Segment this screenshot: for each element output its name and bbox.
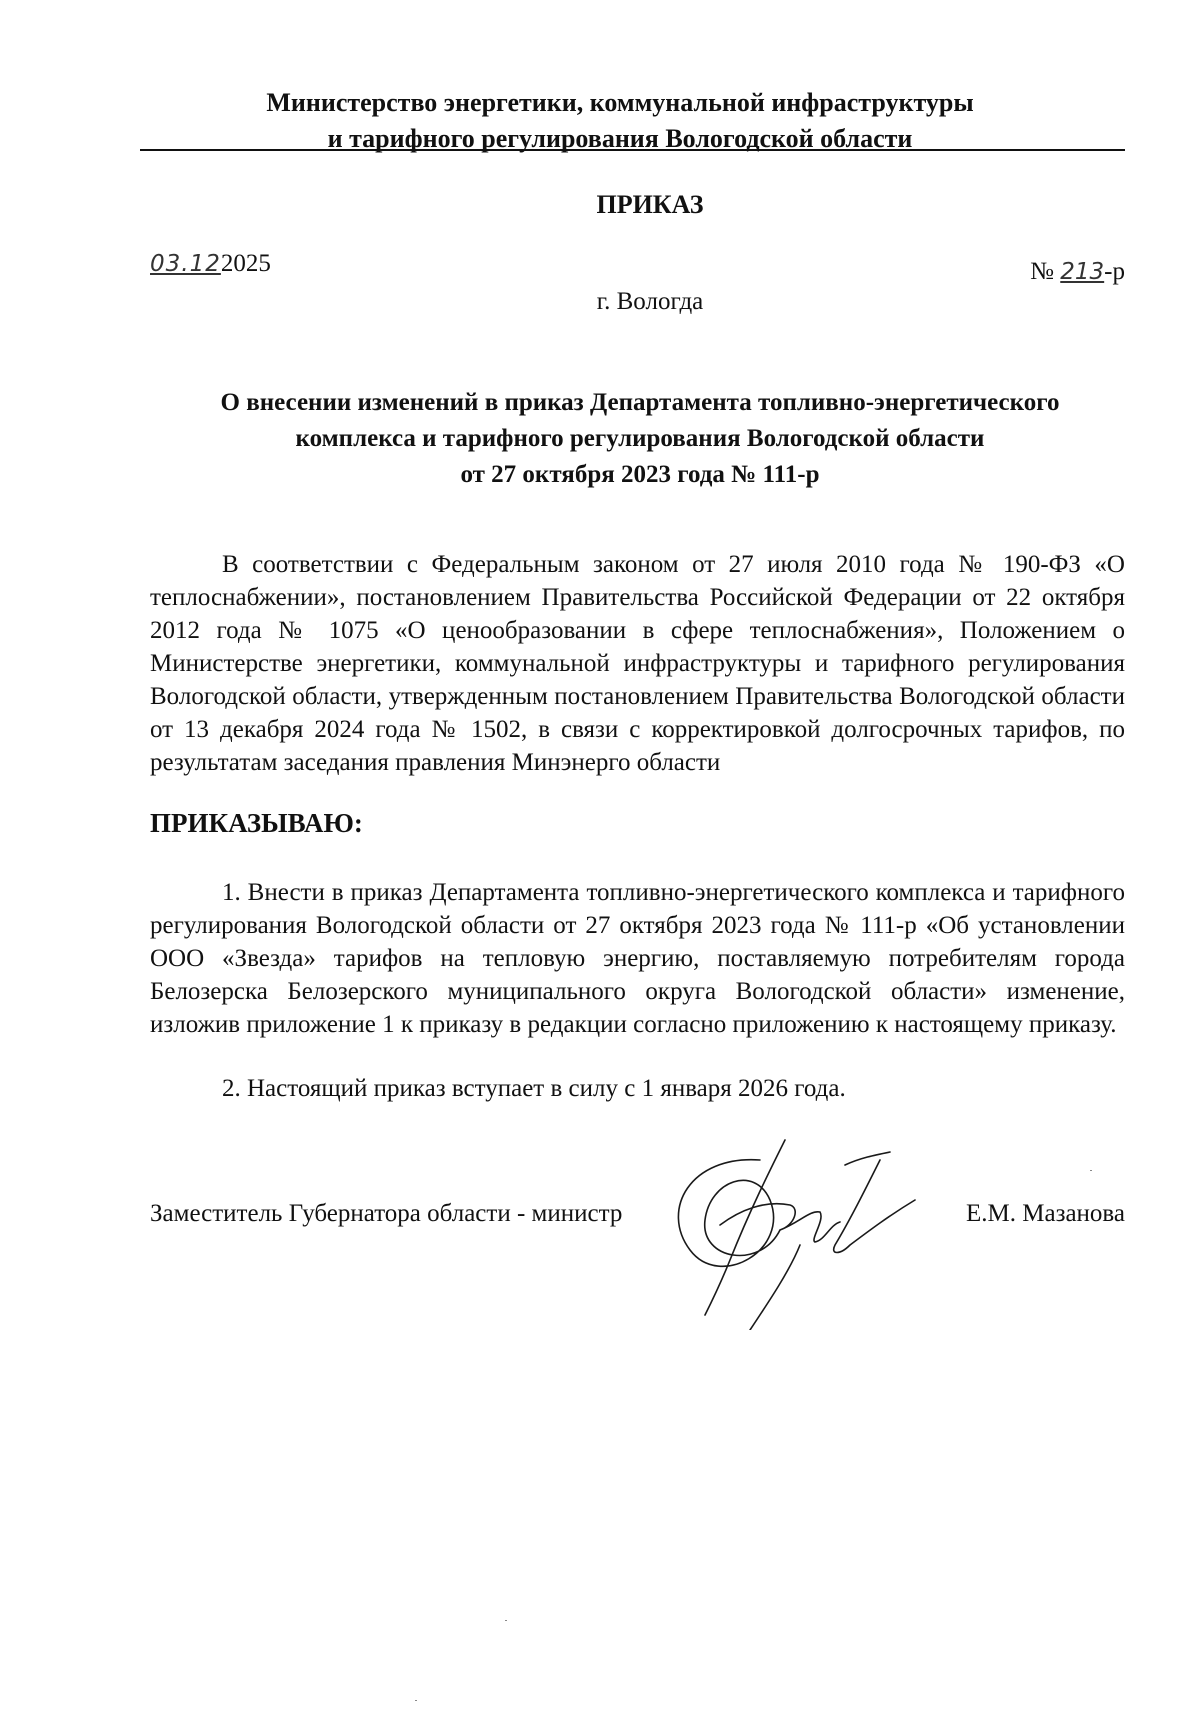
subject-line-1: О внесении изменений в приказ Департамента топливно-энергетического — [220, 389, 1060, 416]
order-date — [150, 250, 271, 278]
order-item-1: 1. Внести в приказ Департамента топливно-энергетического комплекса и тарифного регулирования Вологодской области от 27 октября 2023 года № 111-р «Об установлении ООО «Звезда» тарифов на тепловую энергию, поставляемую потребителям города Белозерска Белозерского муниципального округа Вологодской области» изменение, изложив приложение 1 к приказу в редакции согласно приложению к настоящему приказу. — [150, 879, 1125, 1038]
order-city: г. Вологда — [596, 288, 704, 315]
subject-line-3: от 27 октября 2023 года № 111-р — [460, 461, 820, 488]
order-number-prefix: № — [1030, 258, 1061, 285]
order-date-handwritten: 03.12 — [150, 251, 221, 277]
order-date-year: 2025 — [220, 250, 271, 277]
ministry-header-line-2: и тарифного регулирования Вологодской области — [327, 124, 913, 153]
decree-word: ПРИКАЗЫВАЮ: — [150, 808, 363, 838]
scan-speck — [415, 1700, 417, 1701]
signatory-name: Е.М. Мазанова — [966, 1200, 1125, 1227]
scan-speck — [1090, 1170, 1092, 1171]
ministry-header — [140, 85, 1100, 157]
ministry-header-line-1: Министерство энергетики, коммунальной инфраструктуры — [266, 88, 974, 117]
handwritten-signature — [650, 1130, 930, 1330]
scan-speck — [505, 1620, 507, 1621]
signatory-position: Заместитель Губернатора области - министр — [150, 1200, 623, 1227]
order-number-suffix: -р — [1104, 258, 1125, 285]
header-divider — [140, 149, 1125, 151]
order-number — [1030, 258, 1125, 286]
order-subject — [140, 385, 1140, 493]
order-item-2: 2. Настоящий приказ вступает в силу с 1 января 2026 года. — [222, 1075, 846, 1102]
order-number-handwritten: 213 — [1060, 259, 1105, 285]
order-title: ПРИКАЗ — [596, 190, 704, 219]
subject-line-2: комплекса и тарифного регулирования Вологодской области — [295, 425, 985, 452]
basis-paragraph: В соответствии с Федеральным законом от 27 июля 2010 года № 190-ФЗ «О теплоснабжении», постановлением Правительства Российской Федерации от 22 октября 2012 года № 1075 «О ценообразовании в сфере теплоснабжения», Положением о Министерстве энергетики, коммунальной инфраструктуры и тарифного регулирования Вологодской области, утвержденным постановлением Правительства Вологодской области от 13 декабря 2024 года № 1502, в связи с корректировкой долгосрочных тарифов, по результатам заседания правления Минэнерго области — [150, 551, 1125, 776]
